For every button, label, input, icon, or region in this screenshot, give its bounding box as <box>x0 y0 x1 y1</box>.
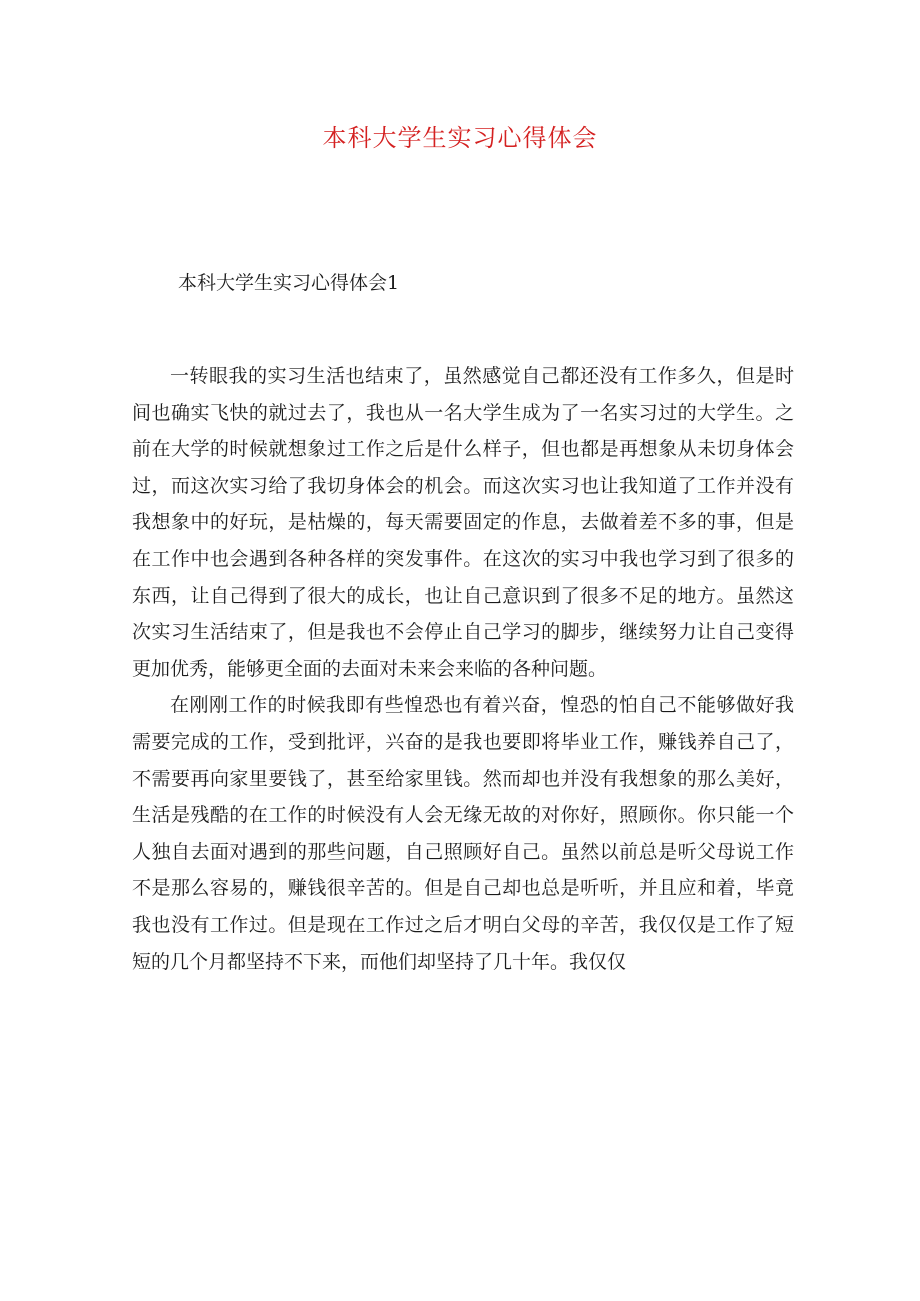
paragraph-2: 在刚刚工作的时候我即有些惶恐也有着兴奋，惶恐的怕自己不能够做好我需要完成的工作，受到批评，兴奋的是我也要即将毕业工作，赚钱养自己了，不需要再向家里要钱了，甚至给家里钱。然而却也并没有我想象的那么美好，生活是残酷的在工作的时候没有人会无缘无故的对你好，照顾你。你只能一个人独自去面对遇到的那些问题，自己照顾好自己。虽然以前总是听父母说工作不是那么容易的，赚钱很辛苦的。但是自己却也总是听听，并且应和着，毕竟我也没有工作过。但是现在工作过之后才明白父母的辛苦，我仅仅是工作了短短的几个月都坚持不下来，而他们却坚持了几十年。我仅仅 <box>132 694 794 973</box>
paragraph-1: 一转眼我的实习生活也结束了，虽然感觉自己都还没有工作多久，但是时间也确实飞快的就过去了，我也从一名大学生成为了一名实习过的大学生。之前在大学的时候就想象过工作之后是什么样子，但也都是再想象从未切身体会过，而这次实习给了我切身体会的机会。而这次实习也让我知道了工作并没有我想象中的好玩，是枯燥的，每天需要固定的作息，去做着差不多的事，但是在工作中也会遇到各种各样的突发事件。在这次的实习中我也学习到了很多的东西，让自己得到了很大的成长，也让自己意识到了很多不足的地方。虽然这次实习生活结束了，但是我也不会停止自己学习的脚步，继续努力让自己变得更加优秀，能够更全面的去面对未来会来临的各种问题。 <box>132 365 794 680</box>
section-heading: 本科大学生实习心得体会1 <box>178 272 400 294</box>
document-body <box>132 358 794 980</box>
document-title: 本科大学生实习心得体会 <box>322 124 598 152</box>
